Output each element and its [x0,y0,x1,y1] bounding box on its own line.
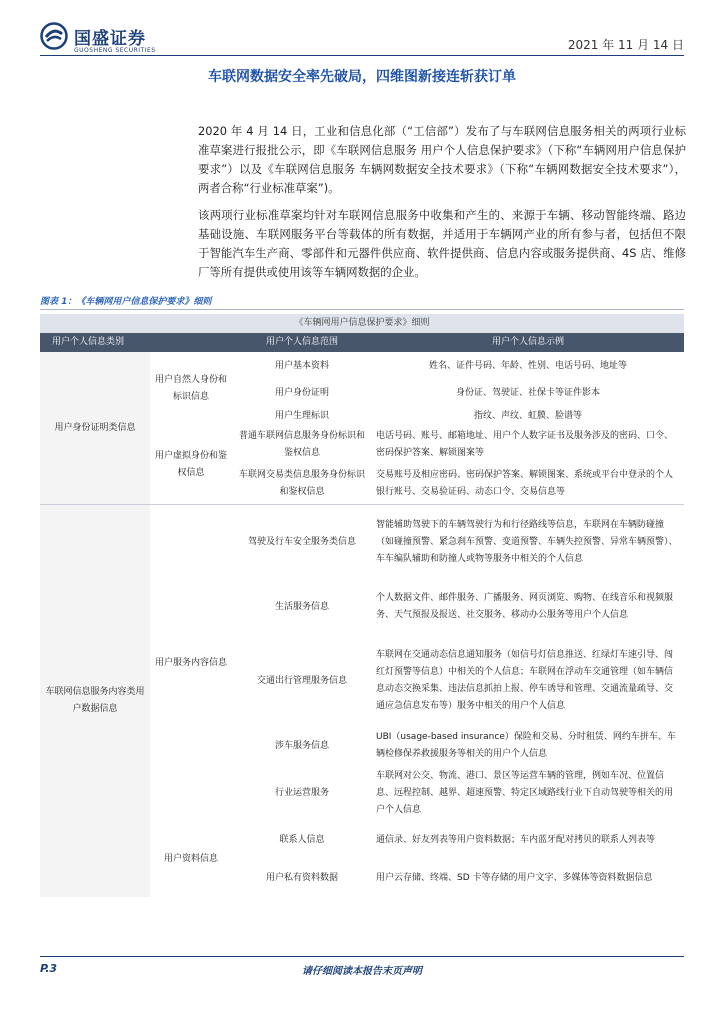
footer-disclaimer: 请仔细阅读本报告末页声明 [302,966,422,977]
info-protection-table [40,314,684,897]
example-cell: 智能辅助驾驶下的车辆驾驶行为和行径路线等信息，车联网在车辆防碰撞（如碰撞预警、紧急刹车预警、变道预警、车辆失控预警、异常车辆预警）、车车编队辅助和防撞人或物等服务中相关的个人信息 [372,505,684,580]
body-paragraph-2: 该两项行业标准草案均针对车联网信息服务中收集和产生的、来源于车辆、移动智能终端、路边基础设施、车联网服务平台等载体的所有数据，并适用于车辆网产业的所有参与者，包括但不限于智能汽车生产商、零部件和元器件供应商、软件提供商、信息内容或服务提供商、4S 店、维修厂等所有提供或使用该等车辆网数据的企业。 [198,208,686,279]
page-number: P.3 [40,962,58,975]
column-header-example: 用户个人信息示例 [372,333,684,352]
range-cell: 生活服务信息 [274,601,329,612]
example-cell: 车联网在交通动态信息通知服务（如信号灯信息推送、红绿灯车速引导、闯红灯预警等信息）中相关的个人信息；车联网在浮动车交通管理（如车辆信息动态交换采集、违法信息抓拍上报、停车诱导和管理、交通流量疏导、交通应急信息发布等）服务中相关的用户个人信息 [376,650,674,711]
brand-subtitle: GUOSHENG SECURITIES [74,47,156,54]
range-cell: 行业运营服务 [274,787,329,798]
table-row [40,352,684,381]
range-cell: 交通出行管理服务信息 [256,675,347,686]
table-header-row [40,333,684,352]
example-cell: 指纹、声纹、虹膜、脸谱等 [474,410,583,421]
column-header-category: 用户个人信息类别 [40,333,232,352]
example-cell: 身份证、驾驶证、社保卡等证件影本 [456,388,601,399]
caption-divider [40,309,684,310]
report-date: 2021 年 11 月 14 日 [567,38,684,52]
example-cell: 交易账号及相应密码、密码保护答案、解锁图案、系统或平台中登录的个人银行账号、交易验证码、动态口令、交易信息等 [376,470,674,497]
brand-name: 国盛证券 [74,29,146,49]
column-header-range: 用户个人信息范围 [232,333,372,352]
category-cell: 车联网信息服务内容类用户数据信息 [40,505,150,898]
example-cell: 个人数据文件、邮件服务、广播服务、网页浏览、购物、在线音乐和视频服务、天气预报及报送、社交服务、移动办公服务等用户个人信息 [376,593,674,620]
range-cell: 用户基本资料 [274,361,329,372]
example-cell: 电话号码、账号、邮箱地址、用户个人数字证书及服务涉及的密码、口令、密码保护答案、解锁图案等 [376,431,674,458]
category-cell: 用户身份证明类信息 [40,352,150,505]
range-cell: 用户私有资料数据 [265,872,338,883]
body-paragraph-1: 2020 年 4 月 14 日，工业和信息化部（“工信部”）发布了与车联网信息服务相关的两项行业标准草案进行报批公示，即《车联网信息服务 用户个人信息保护要求》（下称“车辆网用户信息保护要求”）以及《车联网信息服务 车辆网数据安全技术要求》（下称“车辆网数据安全技术要求”），两者合称“行业标准草案”)。 [198,124,686,195]
table-title: 《车辆网用户信息保护要求》细则 [40,314,684,333]
page-title: 车联网数据安全率先破局，四维图新接连斩获订单 [208,69,516,85]
example-cell: 车联网对公交、物流、港口、景区等运营车辆的管理，例如车况、位置信息、远程控制、越界、超速预警、特定区域路线行业下自动驾驶等相关的用户个人信息 [376,770,674,815]
brand-logo [40,20,170,60]
range-cell: 驾驶及行车安全服务类信息 [232,505,372,580]
subcategory-cell: 用户资料信息 [163,853,218,864]
range-cell: 用户生理标识 [274,410,329,421]
table-row [40,505,684,580]
range-cell: 用户身份证明 [274,388,329,399]
range-cell: 涉车服务信息 [274,740,329,751]
subcategory-cell: 用户自然人身份和标识信息 [154,375,227,402]
footer-divider [40,956,684,957]
figure-caption: 图表 1：《车辆网用户信息保护要求》细则 [40,297,212,307]
example-cell: 用户云存储、终端、SD 卡等存储的用户文字、多媒体等资料数据信息 [376,872,653,883]
subcategory-cell: 用户虚拟身份和鉴权信息 [154,451,227,478]
example-cell: UBI（usage-based insurance）保险和交易、分时租赁、网约车拼车、车辆检修保养救援服务等相关的用户个人信息 [376,732,676,759]
range-cell: 联系人信息 [279,834,325,845]
header-divider [40,55,684,56]
range-cell: 车联网交易类信息服务身份标识和鉴权信息 [238,470,365,497]
example-cell: 姓名、证件号码、年龄、性别、电话号码、地址等 [429,361,628,372]
subcategory-cell: 用户服务内容信息 [150,505,232,822]
example-cell: 通信录、好友列表等用户资料数据；车内蓝牙配对拷贝的联系人列表等 [376,834,656,845]
range-cell: 普通车联网信息服务身份标识和鉴权信息 [238,431,365,458]
table-title-row [40,314,684,333]
brand-mark-icon [40,22,68,50]
